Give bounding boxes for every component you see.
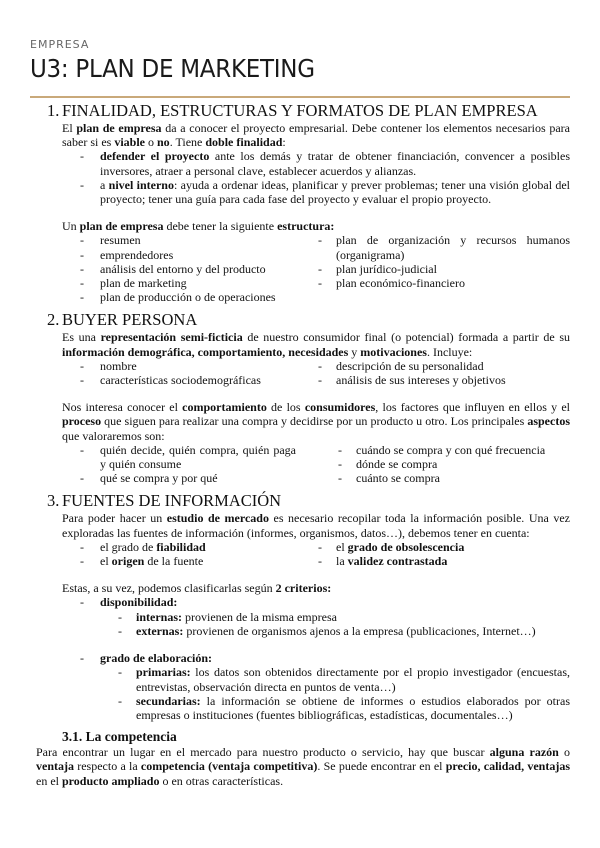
title-divider <box>30 96 570 98</box>
list-item: - características sociodemográficas <box>62 373 316 387</box>
subject-kicker: EMPRESA <box>30 38 90 51</box>
paragraph: Nos interesa conocer el comportamiento de los consumidores, los factores que influyen en ellos y el proceso que siguen para realizar una compra y decidirse por un producto u otro. Los principales aspectos que valoraremos son: <box>62 400 570 443</box>
list-item: - disponibilidad: <box>62 595 570 609</box>
list-item: - descripción de su personalidad <box>316 359 570 373</box>
section-1-heading <box>47 101 570 121</box>
classification-list <box>62 651 570 665</box>
section-2-heading <box>47 310 570 330</box>
subsection-heading <box>62 728 570 745</box>
document-body <box>36 101 571 788</box>
list-item: - resumen <box>62 233 316 247</box>
list-item: - análisis de sus intereses y objetivos <box>316 373 570 387</box>
list-item: - dónde se compra <box>336 457 570 471</box>
classification-list <box>62 595 570 609</box>
list-item: - primarias: los datos son obtenidos directamente por el propio investigador (encuestas, entrevistas, observación directa en puntos de venta…) <box>62 665 570 693</box>
list-item: - quién decide, quién compra, quién paga y quién consume <box>62 443 296 471</box>
list-item: - la validez contrastada <box>316 554 570 568</box>
paragraph: Un plan de empresa debe tener la siguiente estructura: <box>62 219 335 234</box>
paragraph: Estas, a su vez, podemos clasificarlas según 2 criterios: <box>62 581 332 596</box>
section-title: FUENTES DE INFORMACIÓN <box>62 491 282 511</box>
section-number: 2. <box>47 310 60 330</box>
list-item: - el origen de la fuente <box>62 554 316 568</box>
list-item: - a nivel interno: ayuda a ordenar ideas, planificar y prever problemas; tener una visión global del proyecto; tener una guía para cada fase del proyecto y evaluar el propio proyecto. <box>62 178 570 206</box>
paragraph: El plan de empresa da a conocer el proyecto empresarial. Debe contener los elementos necesarios para saber si es viable o no. Tiene doble finalidad: <box>62 121 570 150</box>
list-item: - análisis del entorno y del producto <box>62 262 316 276</box>
list-item: - plan de marketing <box>62 276 316 290</box>
list-item: - defender el proyecto ante los demás y tratar de obtener financiación, convencer a posibles inversores, atraer a personal clave, establecer acuerdos y alianzas. <box>62 149 570 177</box>
page-title: U3: PLAN DE MARKETING <box>30 54 315 83</box>
list <box>62 149 570 206</box>
list-item: - internas: provienen de la misma empresa <box>62 610 570 624</box>
list-item: - cuánto se compra <box>336 471 570 485</box>
structure-list <box>62 233 570 304</box>
list-item: - plan de producción o de operaciones <box>62 290 316 304</box>
list-item: - secundarias: la información se obtiene de informes o estudios elaborados por otras empresas o instituciones (fuentes bibliográficas, estadísticas, documentales…) <box>62 694 570 722</box>
sub-list <box>62 665 570 722</box>
section-3-heading <box>47 491 570 511</box>
list-item: - grado de elaboración: <box>62 651 570 665</box>
list-item: - el grado de obsolescencia <box>316 540 570 554</box>
buyer-persona-list <box>62 359 570 387</box>
paragraph: Para poder hacer un estudio de mercado es necesario recopilar toda la información posible. Una vez exploradas las fuentes de información (informes, organismos, datos…), debemos tener en cuenta: <box>62 511 570 540</box>
paragraph: Es una representación semi-ficticia de nuestro consumidor final (o potencial) formada a partir de su información demográfica, comportamiento, necesidades y motivaciones. Incluye: <box>62 330 571 359</box>
list-item: - cuándo se compra y con qué frecuencia <box>336 443 570 457</box>
subsection-title: La competencia <box>85 729 177 745</box>
section-title: FINALIDAD, ESTRUCTURAS Y FORMATOS DE PLAN EMPRESA <box>62 101 538 120</box>
list-item: - plan jurídico-judicial <box>316 262 570 276</box>
list-item: - el grado de fiabilidad <box>62 540 316 554</box>
list-item: - plan económico-financiero <box>316 276 570 290</box>
section-number: 1. <box>47 101 60 120</box>
section-number: 3. <box>47 491 60 511</box>
criteria-list <box>62 540 570 568</box>
list-item: - externas: provienen de organismos ajenos a la empresa (publicaciones, Internet…) <box>62 624 570 638</box>
subsection-number: 3.1. <box>62 729 83 745</box>
list-item: - emprendedores <box>62 248 316 262</box>
paragraph: Para encontrar un lugar en el mercado para nuestro producto o servicio, hay que buscar alguna razón o ventaja respecto a la competencia (ventaja competitiva). Se puede encontrar en el precio, calidad, ventajas en el producto ampliado o en otras características. <box>36 745 571 788</box>
list-item: - plan de organización y recursos humanos (organigrama) <box>316 233 570 261</box>
section-title: BUYER PERSONA <box>62 310 198 330</box>
aspects-list <box>62 443 570 486</box>
list-item: - nombre <box>62 359 316 373</box>
sub-list <box>62 610 570 638</box>
list-item: - qué se compra y por qué <box>62 471 296 485</box>
